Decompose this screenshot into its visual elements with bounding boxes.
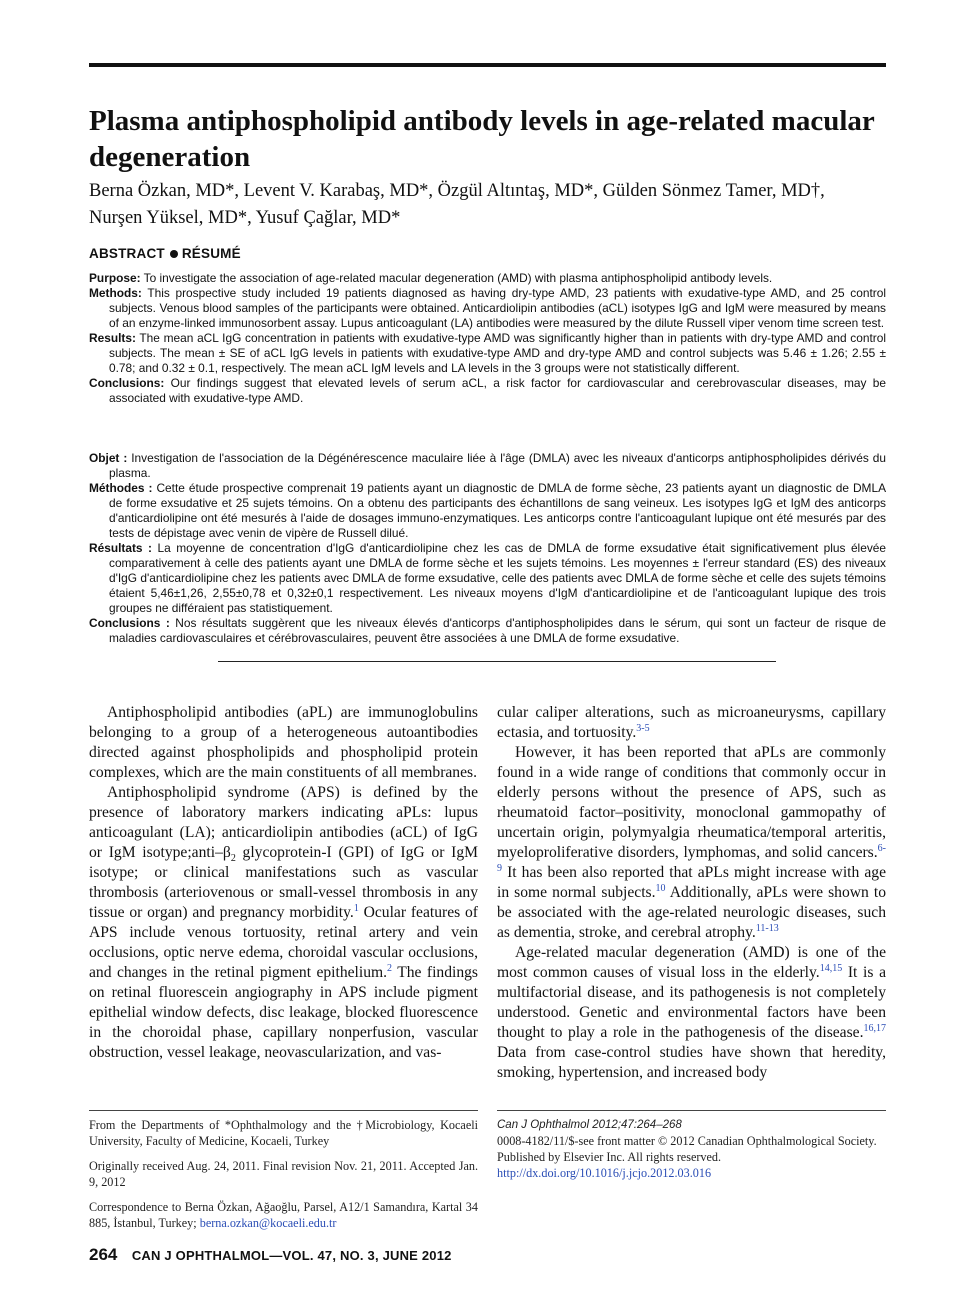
body-column-right	[497, 703, 886, 1083]
correspondence-note	[89, 1199, 478, 1231]
page-number: 264	[89, 1245, 118, 1264]
received-note: Originally received Aug. 24, 2011. Final revision Nov. 21, 2011. Accepted Jan. 9, 2012	[89, 1159, 478, 1189]
footnote-divider-left	[89, 1110, 478, 1111]
abstract-label: Methods:	[89, 286, 142, 300]
resume-methodes	[89, 481, 886, 541]
resume-label: Objet :	[89, 451, 128, 465]
body-paragraph	[89, 783, 478, 1063]
text-run: Additionally, aPLs were shown to be associated with the age-related neurologic diseases, such as dementia, stroke, and cerebral atrophy.	[497, 884, 887, 941]
article-title: Plasma antiphospholipid antibody levels in age-related macular degeneration	[89, 105, 875, 173]
abstract-label: Purpose:	[89, 271, 141, 285]
body-paragraph	[497, 703, 886, 743]
abstract-heading	[89, 246, 241, 261]
resume-conclusions	[89, 616, 886, 646]
authors-line-1: Berna Özkan, MD*, Levent V. Karabaş, MD*, Özgül Altıntaş, MD*, Gülden Sönmez Tamer, MD†,	[89, 181, 825, 201]
body-column-left	[89, 703, 478, 1063]
bullet-dot-icon	[170, 250, 178, 258]
text-run: However, it has been reported that aPLs are commonly found in a wide range of conditions that commonly occur in elderly persons without the presence of APS, such as rheumatoid factor–positivity, monoclonal gammopathy of uncertain origin, polymyalgia rheumatica/temporal arteritis, myeloproliferative disorders, lymphomas, and solid cancers.	[497, 744, 886, 861]
reference-link[interactable]: 1	[353, 902, 359, 914]
reference-link[interactable]: 11-13	[755, 922, 779, 934]
abstract-results	[89, 331, 886, 376]
abstract-methods	[89, 286, 886, 331]
top-rule	[89, 63, 886, 67]
text-run: Antiphospholipid syndrome (APS) is defined by the presence of laboratory markers indicating aPLs: lupus anticoagulant (LA); anticardiolipin antibodies (aCL) of IgG or IgM isotype;anti–β	[89, 784, 478, 861]
resume-text: La moyenne de concentration d'IgG d'anticardiolipine chez les cas de DMLA de forme exsudative était significativement plus élevée comparativement à celle des patients ayant une DMLA de forme sèche et les sujets témoins. Les moyennes ± l'erreur standard (ES) des niveaux d'IgG d'anticardiolipine chez les patients avec DMLA de forme exsudative, celle des patients avec DMLA de forme sèche et celle des sujets témoins étaient 5,46±1,26, 2,55±0,78 et 0,32±0,1 respectivement. Les niveaux moyens d'IgM d'anticardiolipine et de l'anticoagulant lupique des trois groupes ne différaient pas statistiquement.	[109, 541, 886, 615]
text-run: glycoprotein-I (GPI) of IgG or IgM isotype; or clinical manifestations such as vascular thrombosis (arteriovenous or small-vessel thrombosis in any tissue or organ) and pregnancy morbidity.	[89, 844, 478, 921]
resume-text: Cette étude prospective comprenait 19 patients ayant un diagnostic de DMLA de forme sèche, 23 patients ayant un diagnostic de DMLA de forme exsudative et 25 sujets témoins. On a obtenu des participants des échantillons de sang veineux. Les isotypes IgG et IgM des anticorps d'anticardiolipine ont été mesurés à l'aide de dosages immuno-enzymatiques. Les anticorps contre l'anticoagulant lupique ont été mesurés par des tests de dépistage avec venin de vipère de Russell dilué.	[109, 481, 886, 540]
resume-resultats	[89, 541, 886, 616]
email-link[interactable]: berna.ozkan@kocaeli.edu.tr	[199, 1216, 337, 1230]
resume-text: Nos résultats suggèrent que les niveaux élevés d'anticorps d'antiphospholipides dans le sérum, qui sont un facteur de risque de maladies cardiovasculaires et cérébrovasculaires, peuvent être associées à une DMLA de forme exsudative.	[109, 616, 886, 645]
abstract-purpose	[89, 271, 886, 286]
reference-link[interactable]: 16,17	[863, 1022, 886, 1034]
resume-objet	[89, 451, 886, 481]
abstract-english	[89, 271, 886, 406]
authors-line-2: Nurşen Yüksel, MD*, Yusuf Çağlar, MD*	[89, 208, 401, 228]
text-run: It is a multifactorial disease, and its pathogenesis is not completely understood. Genetic and environmental factors have been thought to play a role in the pathogenesis of the disease.	[497, 964, 886, 1041]
resume-label: Résultats :	[89, 541, 152, 555]
doi-link[interactable]: http://dx.doi.org/10.1016/j.jcjo.2012.03.016	[497, 1166, 712, 1180]
text-run: Ocular features of APS include venous tortuosity, retinal artery and vein occlusions, optic nerve edema, choroidal vascular occlusions, and changes in the retinal pigment epithelium.	[89, 904, 478, 981]
reference-link[interactable]: 6-9	[497, 842, 886, 874]
reference-link[interactable]: 3-5	[636, 722, 650, 734]
page-footer	[89, 1245, 452, 1265]
abstract-label: Results:	[89, 331, 136, 345]
publisher-note: Published by Elsevier Inc. All rights reserved.	[497, 1150, 722, 1164]
abstract-text: The mean aCL IgG concentration in patients with exudative-type AMD was significantly higher than in patients with dry-type AMD and control subjects. The mean ± SE of aCL IgG levels in patients with exudative-type AMD and dry-type AMD and control subjects was 5.46 ± 1.26; 2.55 ± 0.78; and 0.32 ± 0.1, respectively. The mean aCL IgM levels and LA levels in the 3 groups were not statistically different.	[109, 331, 886, 375]
resume-text: Investigation de l'association de la Dégénérescence maculaire liée à l'âge (DMLA) avec les niveaux d'anticorps antiphospholipides dérivés du plasma.	[109, 451, 886, 480]
journal-citation: Can J Ophthalmol 2012;47:264–268	[497, 1119, 682, 1131]
abstract-heading-right: RÉSUMÉ	[181, 246, 241, 261]
body-paragraph: Antiphospholipid antibodies (aPL) are immunoglobulins belonging to a group of a heterogeneous autoantibodies directed against phospholipids and phospholipid protein complexes, which are the main constituents of all membranes.	[89, 704, 478, 781]
section-divider	[218, 661, 776, 662]
journal-running-footer: CAN J OPHTHALMOL—VOL. 47, NO. 3, JUNE 2012	[131, 1248, 452, 1263]
abstract-text: To investigate the association of age-related macular degeneration (AMD) with plasma antiphospholipid antibody levels.	[143, 271, 773, 285]
reference-link[interactable]: 2	[387, 962, 393, 974]
text-run: Data from case-control studies have shown that heredity, smoking, hypertension, and increased body	[497, 1044, 886, 1081]
text-run: cular caliper alterations, such as microaneurysms, capillary ectasia, and tortuosity.	[497, 704, 886, 741]
abstract-conclusions	[89, 376, 886, 406]
abstract-text: This prospective study included 19 patients diagnosed as having dry-type AMD, 23 patients with exudative-type AMD, and 25 control subjects. Venous blood samples of the participants were obtained. Anticardiolipin antibodies (aCL) isotypes IgG and IgM were measured by means of an enzyme-linked immunosorbent assay. Lupus anticoagulant (LA) antibodies were measured by the dilute Russell viper venom time screen test.	[109, 286, 886, 330]
abstract-label: Conclusions:	[89, 376, 165, 390]
resume-label: Conclusions :	[89, 616, 170, 630]
author-list	[89, 178, 886, 232]
text-run: It has been also reported that aPLs might increase with age in some normal subjects.	[497, 864, 886, 901]
footnotes-left	[89, 1117, 478, 1240]
reference-link[interactable]: 10	[655, 882, 666, 894]
resume-label: Méthodes :	[89, 481, 153, 495]
text-run: The findings on retinal fluorescein angiography in APS include pigment epithelial window defects, disc leakage, blocked fluorescence in the choroidal phase, capillary nonperfusion, vascular obstruction, vessel leakage, neovascularization, and vas-	[89, 964, 478, 1061]
abstract-heading-left: ABSTRACT	[89, 246, 165, 261]
subscript: 2	[230, 853, 236, 865]
reference-link[interactable]: 14,15	[819, 962, 843, 974]
body-paragraph	[497, 743, 886, 943]
footnote-divider-right	[497, 1110, 886, 1111]
correspondence-address: Correspondence to Berna Özkan, Ağaoğlu, Parsel, A12/1 Samandıra, Kartal 34 885, İstanbul, Turkey;	[89, 1200, 478, 1230]
body-paragraph	[497, 943, 886, 1083]
issn-copyright: 0008-4182/11/$-see front matter © 2012 Canadian Ophthalmological Society.	[497, 1134, 877, 1148]
text-run: Age-related macular degeneration (AMD) is one of the most common causes of visual loss in the elderly.	[497, 944, 886, 981]
affiliation-note: From the Departments of *Ophthalmology and the †Microbiology, Kocaeli University, Faculty of Medicine, Kocaeli, Turkey	[89, 1118, 478, 1148]
footnotes-right	[497, 1117, 892, 1181]
abstract-french	[89, 451, 886, 646]
abstract-text: Our findings suggest that elevated levels of serum aCL, a risk factor for cardiovascular and cerebrovascular diseases, may be associated with exudative-type AMD.	[109, 376, 886, 405]
